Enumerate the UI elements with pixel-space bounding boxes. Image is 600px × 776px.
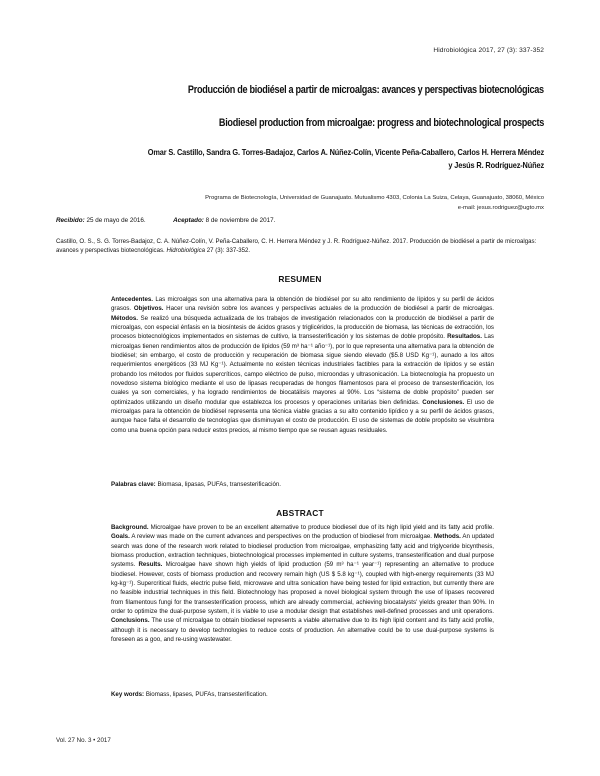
resumen-label-resultados: Resultados. bbox=[447, 333, 482, 341]
abstract-label-background: Background. bbox=[111, 524, 149, 531]
citation-text: Castillo, O. S., S. G. Torres-Badajoz, C. A. Núñez-Colín, V. Peña-Caballero, C. H. Herrera Méndez y J. R. Rodríguez-Núñez. 2017. Producción de biodiésel a partir de microalgas: avances y perspectivas biotecnológicas. bbox=[56, 238, 537, 255]
keywords-spanish bbox=[111, 480, 494, 489]
received-label: Recibido: bbox=[56, 217, 85, 224]
keywords-en-text: Biomass, lipases, PUFAs, transesterification. bbox=[145, 691, 268, 698]
resumen-text-resultados: Las microalgas tienen rendimientos altos de producción de lípidos (59 m³ ha⁻¹ año⁻¹), por lo que representa una alternativa para la obtención de biodiésel; sin embargo, el costo de producción y recuperación de biomasa sigue siendo elevado ($5.8 USD Kg⁻¹), aunado a los altos requerimientos energéticos (33 MJ Kg⁻¹). Actualmente no existen técnicas industriales factibles para la extracción de lípidos y se están probando los métodos por fluidos supercríticos, campo eléctrico de pulso, microondas y ultrasonicación. La biotecnología ha propuesto un novedoso sistema biológico mediante el uso de lipasas recuperadas de hongos filamentosos para el proceso de transesterificación, los cuales ya son comerciales, y ha logrado rendimientos de biocatálisis mayores al 90%. Los “sistema de doble propósito” pueden ser optimizados utilizando un diseño modular que establezca los procesos y operaciones unitarias bien definidas. bbox=[111, 333, 494, 406]
abstract-text-background: Microalgae have proven to be an excellent alternative to produce biodiesel due of its high lipid yield and its fatty acid profile. bbox=[150, 524, 494, 531]
accepted-date: 8 de noviembre de 2017. bbox=[205, 217, 276, 224]
resumen-label-metodos: Métodos. bbox=[111, 314, 138, 322]
abstract-label-results: Results. bbox=[138, 561, 163, 569]
abstract-heading: ABSTRACT bbox=[276, 508, 324, 518]
keywords-en-label: Key words: bbox=[111, 691, 145, 698]
authors-line-1: Omar S. Castillo, Sandra G. Torres-Badajoz, Carlos A. Núñez-Colín, Vicente Peña-Caballero, Carlos H. Herrera Méndez bbox=[147, 148, 544, 157]
resumen-body bbox=[111, 295, 494, 435]
journal-reference: Hidrobiológica 2017, 27 (3): 337-352 bbox=[433, 47, 544, 54]
keywords-english bbox=[111, 690, 494, 699]
abstract-body bbox=[111, 523, 494, 644]
author-list bbox=[121, 146, 544, 172]
abstract-text-methods: An updated search was done of the research work related to biodiesel production from microalgae, emphasizing fatty acid and triglyceride bicynthesis, biomass production, extraction techniques, biotechnological processes implemented in culture systems, transesterification and dual purpose systems. bbox=[111, 533, 494, 569]
resumen-text-conclusiones: El uso de microalgas para la obtención de biodiésel representa una técnica viable gracias a su alto contenido lipídico y a su perfil de ácidos grasos, aunque hace falta el desarrollo de tecnologías que disminuyan el costo de producción. El uso de sistemas de doble propósito se visulmbra como una buena opción para reducir estos precios, al mismo tiempo que se reusan aguas residuales. bbox=[111, 398, 494, 434]
resumen-text-objetivos: Hacer una revisión sobre los avances y perspectivas actuales de la producción de biodiésel a partir de microalgas. bbox=[166, 305, 494, 313]
keywords-es-label: Palabras clave: bbox=[111, 481, 156, 488]
abstract-text-goals: A review was made on the current advances and perspectives on the production of biodiesel from microalgae. bbox=[131, 533, 433, 541]
resumen-label-antecedentes: Antecedentes. bbox=[111, 296, 153, 303]
authors-line-2: y Jesús R. Rodríguez-Núñez bbox=[448, 161, 544, 170]
resumen-label-objetivos: Objetivos. bbox=[133, 305, 164, 313]
citation bbox=[56, 237, 548, 256]
resumen-heading: RESUMEN bbox=[278, 274, 322, 284]
keywords-es-text: Biomasa, lipasas, PUFAs, transesterificación. bbox=[157, 481, 281, 488]
title-spanish: Producción de biodiésel a partir de microalgas: avances y perspectivas biotecnológicas bbox=[188, 84, 544, 96]
affiliation bbox=[114, 194, 544, 213]
abstract-label-methods: Methods. bbox=[433, 533, 461, 541]
citation-journal: Hidrobiológica bbox=[166, 247, 206, 255]
abstract-text-conclusions: The use of microalgae to obtain biodiesel represents a viable alternative due to its high lipid content and its fatty acid profile, although it is necessary to develop technologies to reduce costs of production. An alternative could be to use dual-purpose systems is foreseen as a goo, and re-using wastewater. bbox=[111, 617, 494, 644]
page-footer: Vol. 27 No. 3 • 2017 bbox=[56, 737, 111, 744]
resumen-text-antecedentes: Las microalgas son una alternativa para la obtención de biodiésel por su alto rendimiento de lípidos y su perfil de ácidos grasos. bbox=[111, 296, 494, 313]
affiliation-address: Programa de Biotecnología, Universidad de Guanajuato. Mutualismo 4303, Colonia La Suiza, Celaya, Guanajuato, 38060, México bbox=[205, 195, 544, 201]
abstract-text-results: Microalgae have shown high yields of lipid production (59 m³ ha⁻¹ year⁻¹) representing an alternative to produce biodiesel. However, costs of biomass production and recovery remain high (US $ 5.8 kg⁻¹), coupled with high-energy requirements (33 MJ kg-kg⁻¹). Supercritical fluids, electric pulse field, microwave and ultra sonication have being tested for lipid extraction, but currently there are no feasible industrial techniques in this field. Biotechnology has proposed a novel biological system through the use of lipases recovered from filamentous fungi for the transesterification process, which are already commercial, achieving biocatalysts' yields greater than 90%. In order to optimize the dual-purpose system, it is viable to use a modular design that establishes well-defined processes and unit operations. bbox=[111, 561, 495, 616]
title-english: Biodiesel production from microalgae: progress and biotechnological prospects bbox=[218, 117, 544, 129]
received-date: 25 de mayo de 2016. bbox=[86, 217, 146, 224]
citation-tail: 27 (3): 337-352. bbox=[206, 247, 251, 255]
abstract-label-conclusions: Conclusions. bbox=[111, 617, 150, 625]
article-dates bbox=[56, 217, 275, 224]
resumen-text-metodos: Se realizó una búsqueda actualizada de los trabajos de investigación relacionados con la producción de biodiésel a partir de microalgas, con especial énfasis en la biosíntesis de ácidos grasos y triglicéridos, la producción de biomasa, las técnicas de extracción, los procesos biotecnológicos implementados en sistemas de cultivo, la transesterificación y los sistemas de doble propósito. bbox=[111, 314, 494, 341]
affiliation-email: e-mail: jesus.rodriguez@ugto.mx bbox=[457, 204, 544, 211]
abstract-label-goals: Goals. bbox=[111, 533, 130, 541]
accepted-label: Aceptado: bbox=[173, 217, 204, 224]
resumen-label-conclusiones: Conclusiones. bbox=[422, 398, 465, 406]
